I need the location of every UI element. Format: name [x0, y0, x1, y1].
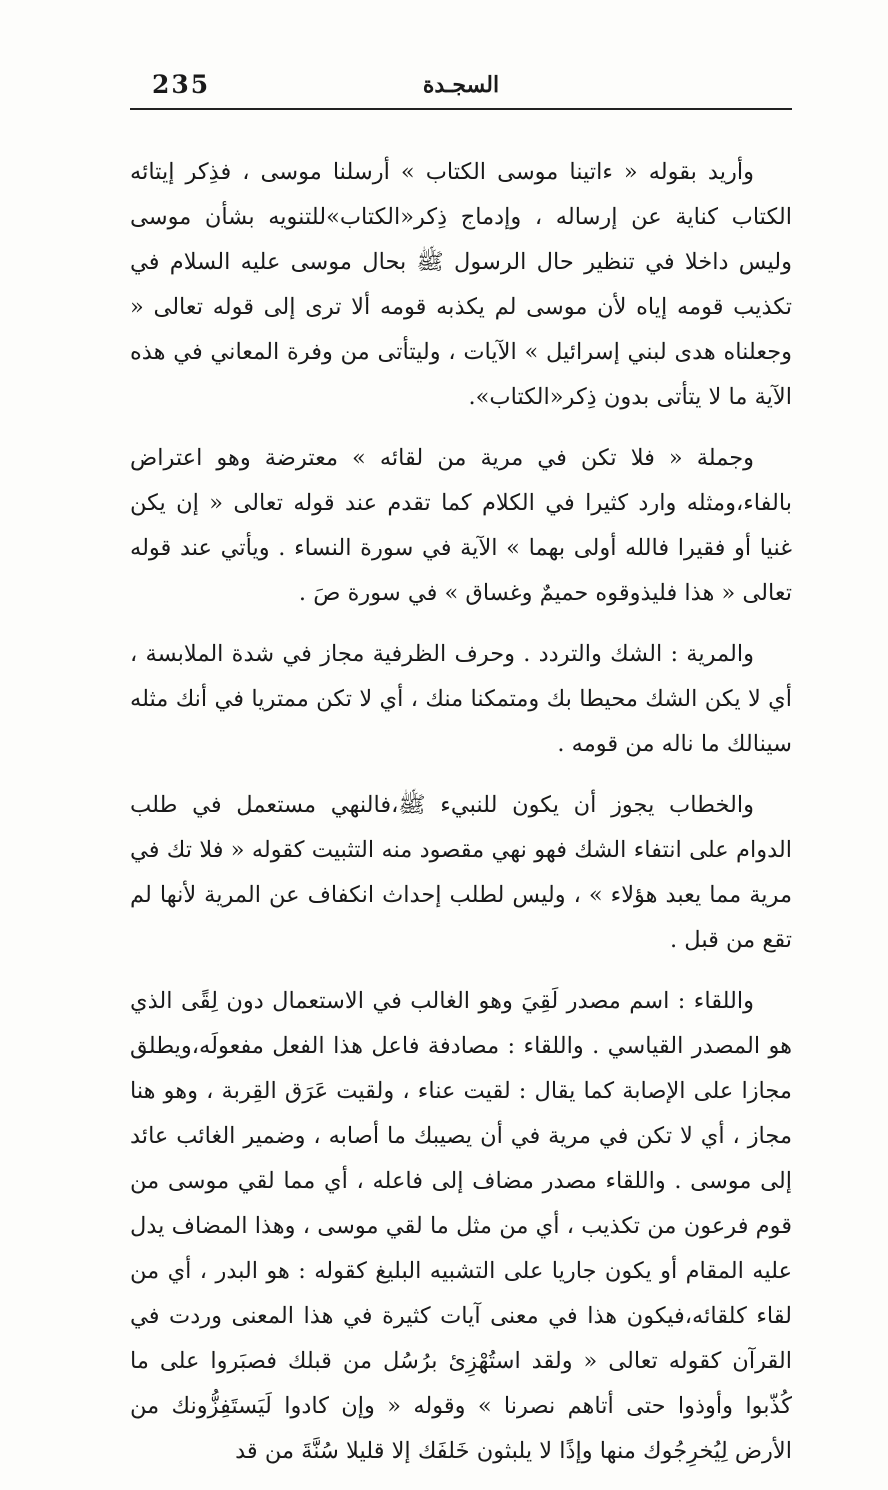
page-header	[130, 64, 792, 110]
paragraph: وجملة « فلا تكن في مرية من لقائه » معترضة وهو اعتراض بالفاء،ومثله وارد كثيرا في الكلام كما تقدم عند قوله تعالى « إن يكن غنيا أو فقيرا فالله أولى بهما » الآية في سورة النساء . ويأتي عند قوله تعالى « هذا فليذوقوه حميمٌ وغساق » في سورة صَ .	[130, 445, 792, 606]
paragraph: وأريد بقوله « ءاتينا موسى الكتاب » أرسلنا موسى ، فذِكر إيتائه الكتاب كناية عن إرساله ، وإدماج ذِكر«الكتاب»للتنويه بشأن موسى وليس داخلا في تنظير حال الرسول ﷺ بحال موسى عليه السلام في تكذيب قومه إياه لأن موسى لم يكذبه قومه ألا ترى إلى قوله تعالى « وجعلناه هدى لبني إسرائيل » الآيات ، وليتأتى من وفرة المعاني في هذه الآية ما لا يتأتى بدون ذِكر«الكتاب».	[130, 159, 792, 410]
paragraph: والخطاب يجوز أن يكون للنبيء ﷺ،فالنهي مستعمل في طلب الدوام على انتفاء الشك فهو نهي مقصود منه التثبيت كقوله « فلا تك في مرية مما يعبد هؤلاء » ، وليس لطلب إحداث انكفاف عن المرية لأنها لم تقع من قبل .	[130, 792, 792, 953]
page-number: 235	[152, 70, 211, 99]
paragraph: واللقاء : اسم مصدر لَقِيَ وهو الغالب في الاستعمال دون لِقًى الذي هو المصدر القياسي . واللقاء : مصادفة فاعل هذا الفعل مفعولَه،ويطلق مجازا على الإصابة كما يقال : لقيت عناء ، ولقيت عَرَق القِربة ، وهو هنا مجاز ، أي لا تكن في مرية في أن يصيبك ما أصابه ، وضمير الغائب عائد إلى موسى . واللقاء مصدر مضاف إلى فاعله ، أي مما لقي موسى من قوم فرعون من تكذيب ، أي من مثل ما لقي موسى ، وهذا المضاف يدل عليه المقام أو يكون جاريا على التشبيه البليغ كقوله : هو البدر ، أي من لقاء كلقائه،فيكون هذا في معنى آيات كثيرة في هذا المعنى وردت في القرآن كقوله تعالى « ولقد استُهْزِئ برُسُل من قبلك فصبَروا على ما كُذّبوا وأوذوا حتى أتاهم نصرنا » وقوله « وإن كادوا لَيَستَفِزُّونك من الأرض لِيُخرِجُوك منها وإذًا لا يلبثون خَلفَك إلا قليلا سُنَّةَ من قد	[130, 988, 792, 1464]
running-title: السجـدة	[422, 72, 500, 98]
paragraph: والمرية : الشك والتردد . وحرف الظرفية مجاز في شدة الملابسة ، أي لا يكن الشك محيطا بك ومتمكنا منك ، أي لا تكن ممتريا في أنك مثله سينالك ما ناله من قومه .	[130, 641, 792, 757]
header-rule	[130, 108, 792, 110]
body-text	[130, 150, 792, 1490]
